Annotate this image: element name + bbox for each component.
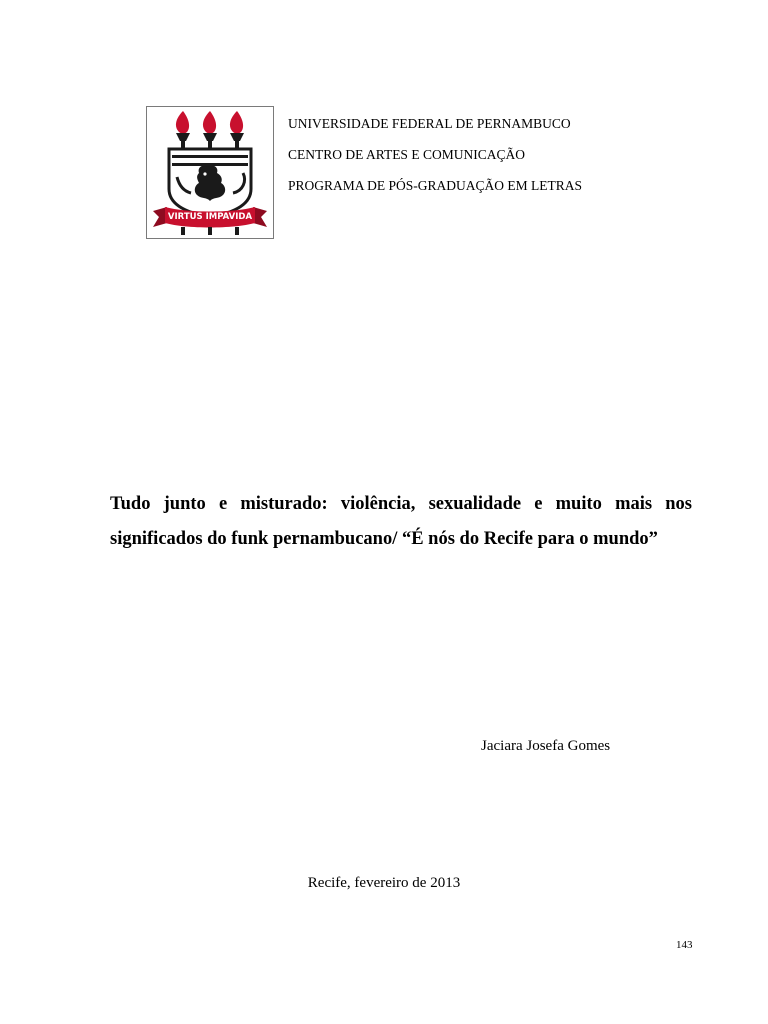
- ufpe-crest-icon: [147, 107, 273, 238]
- author-name: Jaciara Josefa Gomes: [481, 738, 611, 754]
- university-name: UNIVERSIDADE FEDERAL DE PERNAMBUCO: [288, 116, 571, 131]
- university-logo: [146, 106, 274, 239]
- institution-header: [288, 116, 582, 209]
- document-title: Tudo junto e misturado: violência, sexualidade e muito mais nos significados do funk pernambucano/ “É nós do Recife para o mundo”: [110, 494, 692, 549]
- logo-motto: VIRTUS IMPAVIDA: [167, 212, 253, 222]
- page-number: 143: [676, 939, 693, 951]
- place-and-date: Recife, fevereiro de 2013: [307, 875, 461, 891]
- program-name: PROGRAMA DE PÓS-GRADUAÇÃO EM LETRAS: [288, 178, 583, 193]
- center-name: CENTRO DE ARTES E COMUNICAÇÃO: [288, 147, 525, 162]
